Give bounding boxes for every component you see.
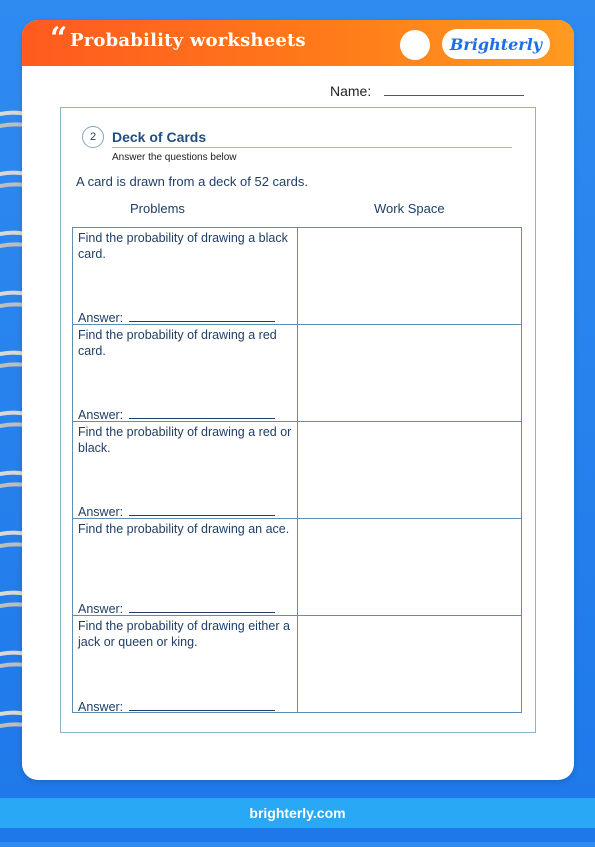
problem-cell (73, 422, 298, 518)
brand-logo-text: Brighterly (449, 34, 543, 54)
work-space-cell[interactable] (298, 228, 521, 324)
answer-field[interactable] (129, 321, 275, 322)
page-title: Probability worksheets (70, 30, 306, 51)
problem-question: Find the probability of drawing a red or black. (78, 425, 292, 455)
work-space-cell[interactable] (298, 422, 521, 518)
table-row (73, 422, 521, 519)
circle-badge-icon (400, 30, 430, 60)
column-header-problems: Problems (130, 201, 185, 216)
table-row (73, 228, 521, 325)
section-number: 2 (82, 126, 104, 148)
section-title: Deck of Cards (112, 129, 207, 145)
section-divider (112, 147, 512, 148)
table-row (73, 616, 521, 713)
brand-logo (442, 29, 550, 59)
answer-label: Answer: (78, 505, 124, 519)
answer-label: Answer: (78, 408, 124, 422)
quote-icon: “ (50, 21, 68, 56)
problem-cell (73, 616, 298, 713)
answer-label: Answer: (78, 602, 124, 616)
problem-cell (73, 519, 298, 615)
problem-question: Find the probability of drawing a black card. (78, 231, 288, 261)
name-field[interactable] (384, 95, 524, 96)
answer-label: Answer: (78, 700, 124, 714)
table-row (73, 519, 521, 616)
problem-question: Find the probability of drawing an ace. (78, 522, 290, 536)
section-instructions: Answer the questions below (112, 152, 237, 163)
problem-question: Find the probability of drawing a red card. (78, 328, 277, 358)
header-bar (22, 20, 574, 66)
work-space-cell[interactable] (298, 519, 521, 615)
answer-field[interactable] (129, 612, 275, 613)
answer-field[interactable] (129, 515, 275, 516)
footer-bar (0, 798, 595, 828)
column-header-work-space: Work Space (374, 201, 445, 216)
intro-text: A card is drawn from a deck of 52 cards. (76, 174, 308, 189)
worksheet-sheet (22, 20, 574, 780)
answer-label: Answer: (78, 311, 124, 325)
answer-field[interactable] (129, 710, 275, 711)
work-space-cell[interactable] (298, 325, 521, 421)
problem-question: Find the probability of drawing either a jack or queen or king. (78, 619, 290, 649)
answer-field[interactable] (129, 418, 275, 419)
problems-table (72, 227, 522, 713)
footer-website-link[interactable]: brighterly.com (249, 805, 346, 821)
work-space-cell[interactable] (298, 616, 521, 713)
problem-cell (73, 228, 298, 324)
name-label: Name: (330, 83, 372, 99)
table-row (73, 325, 521, 422)
problem-cell (73, 325, 298, 421)
